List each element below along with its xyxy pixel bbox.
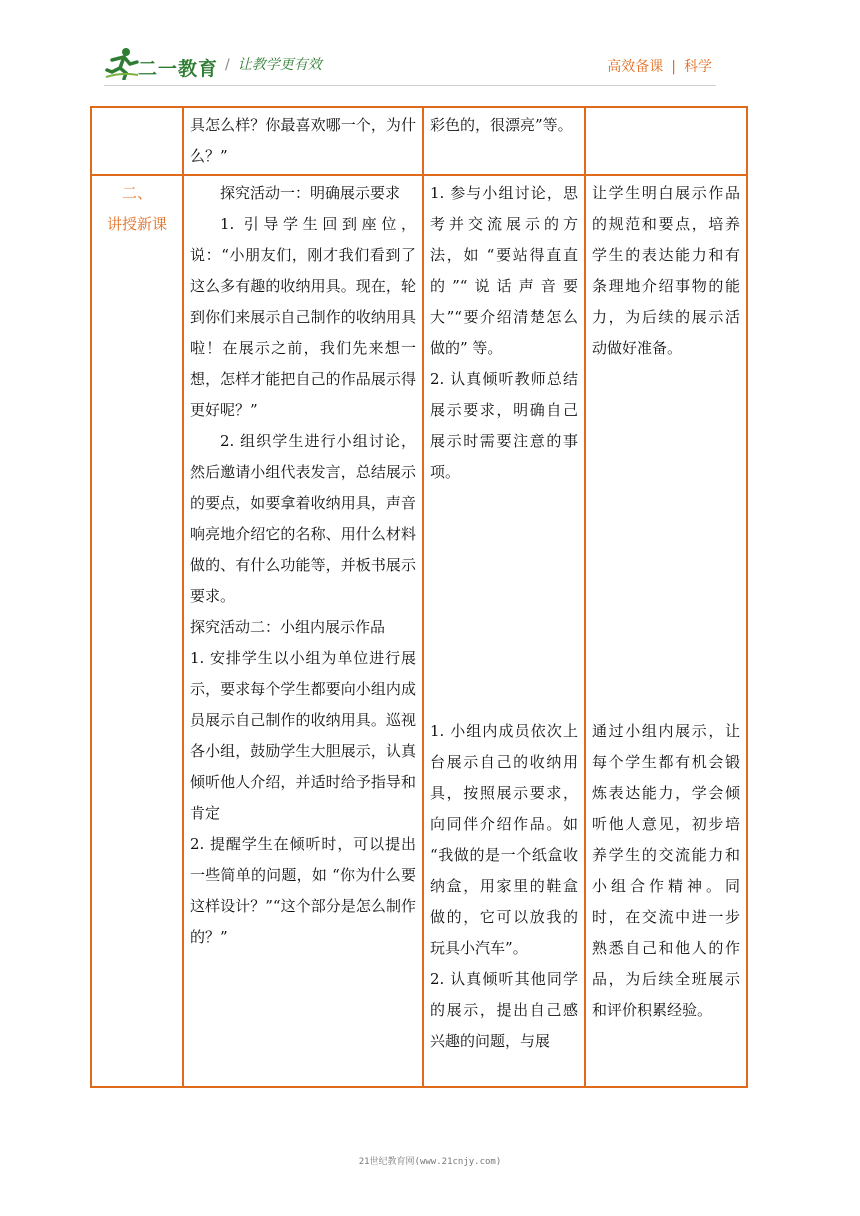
teacher-step: 2. 提醒学生在倾听时，可以提出一些简单的问题，如 “你为什么要这样设计？”“这个部分是怎么制作的？” [190, 835, 416, 946]
page-footer: 21世纪教育网(www.21cnjy.com) [358, 1157, 502, 1167]
student-activity-cell [423, 175, 585, 1087]
stage-cell [91, 107, 183, 175]
slogan-separator: / [225, 57, 230, 73]
lesson-plan-table [90, 106, 748, 1088]
slogan [225, 54, 322, 74]
student-step: 2. 认真倾听教师总结展示要求，明确自己展示时需要注意的事项。 [430, 370, 578, 481]
activity-heading: 探究活动一：明确展示要求 [220, 184, 401, 202]
stage-name: 讲授新课 [106, 215, 167, 233]
teacher-step: 2. 组织学生进行小组讨论，然后邀请小组代表发言，总结展示的要点，如要拿着收纳用具，声音响亮地介绍它的名称、用什么材料做的、有什么功能等，并板书展示要求。 [190, 432, 416, 605]
tag-efficient-prep: 高效备课 [607, 59, 664, 75]
design-intent-cell [585, 107, 747, 175]
intent-block-one [592, 178, 740, 716]
brand-logo [104, 46, 224, 82]
stage-cell [91, 175, 183, 1087]
student-text: 彩色的，很漂亮”等。 [430, 116, 573, 134]
running-person-icon [104, 46, 140, 80]
tag-subject: 科学 [684, 59, 712, 75]
activity-heading: 探究活动二：小组内展示作品 [190, 618, 386, 636]
student-step: 1. 参与小组讨论，思考并交流展示的方法，如 “要站得直直的”“说话声音要大”“要介绍清楚怎么做的” 等。 [430, 184, 578, 357]
teacher-step: 1. 引导学生回到座位，说：“小朋友们，刚才我们看到了这么多有趣的收纳用具。现在，轮到你们来展示自己制作的收纳用具啦！在展示之前，我们先来想一想，怎样才能把自己的作品展示得更好呢？” [190, 215, 416, 419]
table-row [91, 107, 747, 175]
slogan-text: 让教学更有效 [237, 57, 322, 73]
intent-text: 让学生明白展示作品的规范和要点，培养学生的表达能力和有条理地介绍事物的能力，为后续的展示活动做好准备。 [592, 184, 740, 357]
teacher-activity-cell [183, 107, 423, 175]
intent-text: 通过小组内展示，让每个学生都有机会锻炼表达能力，学会倾听他人意见，初步培养学生的交流能力和小组合作精神。同时，在交流中进一步熟悉自己和他人的作品，为后续全班展示和评价积累经验。 [592, 722, 740, 1019]
page-header [0, 0, 860, 96]
stage-number: 二、 [121, 184, 152, 202]
student-step: 2. 认真倾听其他同学的展示，提出自己感兴趣的问题，与展 [430, 970, 578, 1050]
table-row [91, 175, 747, 1087]
student-block-one [430, 178, 578, 716]
teacher-activity-cell [183, 175, 423, 1087]
header-tags [607, 56, 712, 76]
student-activity-cell [423, 107, 585, 175]
teacher-text: 具怎么样？你最喜欢哪一个，为什么？” [190, 116, 416, 165]
tag-separator: | [671, 59, 676, 75]
design-intent-cell [585, 175, 747, 1087]
header-divider [104, 85, 716, 86]
logo-text: 二一教育 [138, 58, 219, 80]
student-step: 1. 小组内成员依次上台展示自己的收纳用具，按照展示要求，向同伴介绍作品。如 “我做的是一个纸盒收纳盒，用家里的鞋盒做的，它可以放我的玩具小汽车”。 [430, 722, 578, 957]
teacher-step: 1. 安排学生以小组为单位进行展示，要求每个学生都要向小组内成员展示自己制作的收纳用具。巡视各小组，鼓励学生大胆展示，认真倾听他人介绍，并适时给予指导和肯定 [190, 649, 416, 822]
